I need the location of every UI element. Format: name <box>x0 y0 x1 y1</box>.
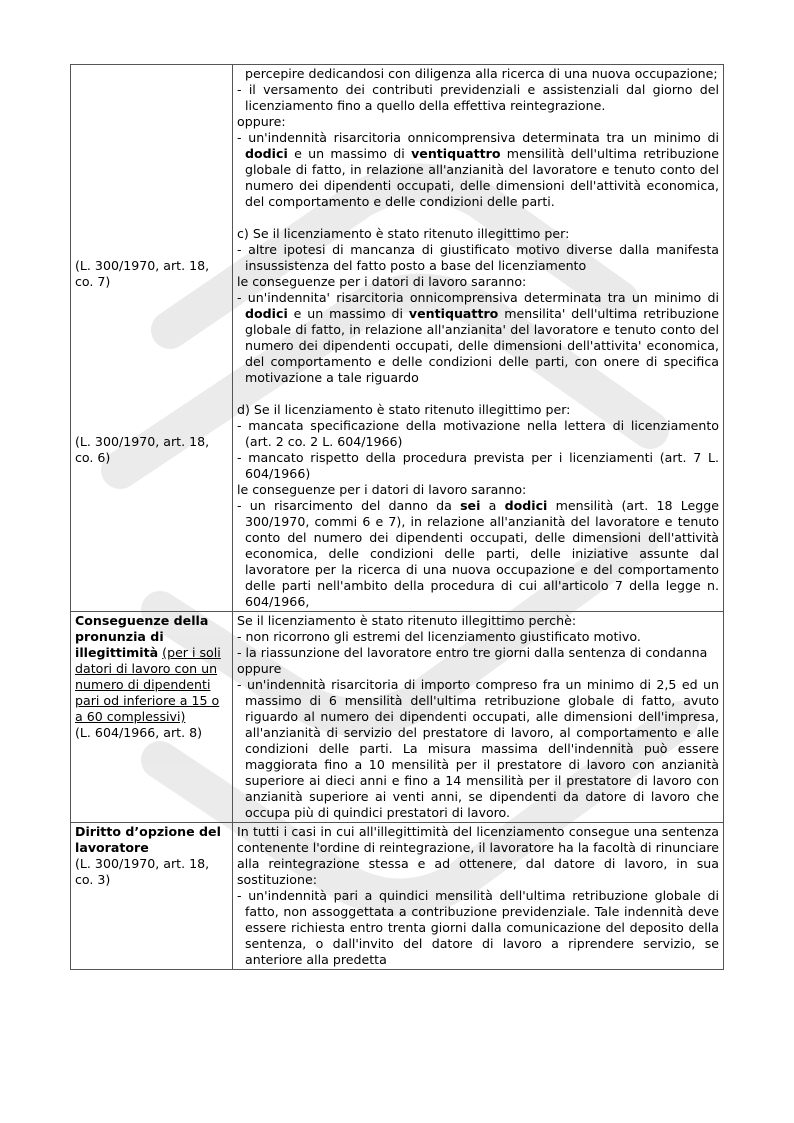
legal-reference-d: (L. 300/1970, art. 18, co. 6) <box>75 434 210 465</box>
bullet-1: - non ricorrono gli estremi del licenziamento giustificato motivo. <box>237 629 641 644</box>
section-d-heading: d) Se il licenziamento è stato ritenuto illegittimo per: <box>237 402 571 417</box>
bullet-c-1: - altre ipotesi di mancanza di giustificato motivo diverse dalla manifesta insussistenza del fatto posto a base del licenziamento <box>237 242 719 273</box>
row-heading-scope: (per i soli datori di lavoro con un numero di dipendenti pari od inferiore a 15 o a 60 complessivi) <box>75 645 221 724</box>
section-d-consequences: le conseguenze per i datori di lavoro saranno: <box>237 482 527 497</box>
bullet-d-1: - mancata specificazione della motivazione nella lettera di licenziamento (art. 2 co. 2 L. 604/1966) <box>237 418 719 449</box>
document-table <box>70 64 724 970</box>
bullet-d-3: - un risarcimento del danno da sei a dodici mensilità (art. 18 Legge 300/1970, commi 6 e 7), in relazione all'anzianità del lavoratore e tenuto conto del numero dei dipendenti occupati, delle dimensioni dell'attività economica, delle condizioni delle parti, delle iniziative assunte dal lavoratore per la ricerca di una nuova occupazione e del comportamento delle parti nell'ambito della procedura di cui all'articolo 7 della legge n. 604/1966, <box>237 498 719 609</box>
left-cell-conseguenze <box>71 612 233 823</box>
oppure-label: oppure <box>237 661 282 676</box>
row-heading: Diritto d’opzione del lavoratore <box>75 824 221 855</box>
right-cell-consequences <box>233 65 724 612</box>
legal-reference: (L. 604/1966, art. 8) <box>75 725 203 740</box>
continued-text: percepire dedicandosi con diligenza alla ricerca di una nuova occupazione; <box>245 66 718 81</box>
table-row <box>71 65 724 612</box>
oppure-label: oppure: <box>237 114 286 129</box>
bullet-1: - un'indennità pari a quindici mensilità dell'ultima retribuzione globale di fatto, non assoggettata a contribuzione previdenziale. Tale indennità deve essere richiesta entro trenta giorni dalla comunicazione del deposito della sentenza, o dall'invito del datore di lavoro a riprendere servizio, se anteriore alla predetta <box>237 888 719 967</box>
bullet-c-2: - un'indennita' risarcitoria onnicomprensiva determinata tra un minimo di dodici e un massimo di ventiquattro mensilita' dell'ultima retribuzione globale di fatto, in relazione all'anzianita' del lavoratore e tenuto conto del numero dei dipendenti occupati, delle dimensioni dell'attivita' economica, del comportamento e delle condizioni delle parti, con onere di specifica motivazione a tale riguardo <box>237 290 719 385</box>
row-heading: Conseguenze della pronunzia di illegittimità <box>75 613 209 660</box>
bullet-d-2: - mancato rispetto della procedura prevista per i licenziamenti (art. 7 L. 604/1966) <box>237 450 719 481</box>
paragraph: In tutti i casi in cui all'illegittimità del licenziamento consegue una sentenza contenente l'ordine di reintegrazione, il lavoratore ha la facoltà di rinunciare alla reintegrazione stessa e ad ottenere, dal datore di lavoro, in sua sostituzione: <box>237 824 719 887</box>
left-cell-opzione <box>71 823 233 970</box>
table-row <box>71 823 724 970</box>
bullet-3: - un'indennità risarcitoria di importo compreso fra un minimo di 2,5 ed un massimo di 6 mensilità dell'ultima retribuzione globale di fatto, avuto riguardo al numero dei dipendenti occupati, alle dimensioni dell'impresa, all'anzianità di servizio del prestatore di lavoro, al comportamento e alle condizioni delle parti. La misura massima dell'indennità può essere maggiorata fino a 10 mensilità per il prestatore di lavoro con anzianità superiore ai dieci anni e fino a 14 mensilità per il prestatore di lavoro con anzianità superiore ai venti anni, se dipendenti da datore di lavoro che occupa più di quindici prestatori di lavoro. <box>237 677 719 820</box>
bullet-2: - la riassunzione del lavoratore entro tre giorni dalla sentenza di condanna <box>237 645 708 660</box>
table-row <box>71 612 724 823</box>
right-cell-opzione <box>233 823 724 970</box>
section-c-consequences: le conseguenze per i datori di lavoro saranno: <box>237 274 527 289</box>
left-cell-refs <box>71 65 233 612</box>
legal-reference-c: (L. 300/1970, art. 18, co. 7) <box>75 258 210 289</box>
legal-reference: (L. 300/1970, art. 18, co. 3) <box>75 856 210 887</box>
section-heading: Se il licenziamento è stato ritenuto illegittimo perchè: <box>237 613 577 628</box>
section-c-heading: c) Se il licenziamento è stato ritenuto illegittimo per: <box>237 226 570 241</box>
right-cell-conseguenze <box>233 612 724 823</box>
bullet-indennita-b: - un'indennità risarcitoria onnicomprensiva determinata tra un minimo di dodici e un massimo di ventiquattro mensilità dell'ultima retribuzione globale di fatto, in relazione all'anzianità del lavoratore e tenuto conto del numero dei dipendenti occupati, delle dimensioni dell'attività economica, del comportamento e delle condizioni delle parti. <box>237 130 719 209</box>
bullet-contributi: - il versamento dei contributi previdenziali e assistenziali dal giorno del licenziamento fino a quello della effettiva reintegrazione. <box>237 82 719 113</box>
